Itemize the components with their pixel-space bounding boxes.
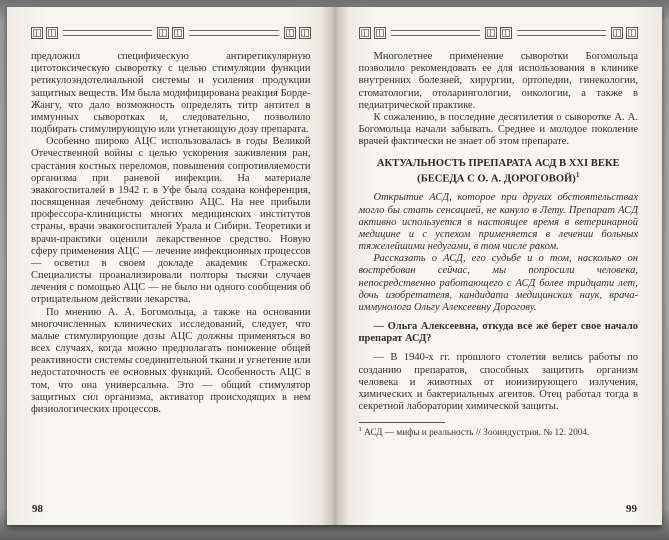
footnote-rule xyxy=(359,422,445,423)
footnote-text: АСД — мифы и реальность // Зооиндустрия. № 12. 2004. xyxy=(364,428,590,439)
footnote-text-line xyxy=(359,426,639,439)
knot-ornament-icon xyxy=(485,27,512,39)
footnote-mark: 1 xyxy=(358,426,362,434)
paragraph: К сожалению, в последние десятилетия о сыворотке А. А. Богомольца начали забывать. Среднее и молодое поколение врачей фактически не знает об этом препарате. xyxy=(358,111,638,148)
section-heading xyxy=(365,157,633,185)
header-ornament-left xyxy=(31,25,311,40)
interview-answer: — В 1940-х гг. прошлого столетия велись работы по созданию препаратов, способных защитить организм человека и животных от ионизирующего излучения, химических и бактериальных агентов. Отец работал тогда в секретной лаборатории химической защиты. xyxy=(358,352,638,413)
knot-ornament-icon xyxy=(157,27,184,39)
page-number-right: 99 xyxy=(626,503,637,516)
knot-ornament-icon xyxy=(611,27,638,39)
paragraph: По мнению А. А. Богомольца, а также на основании многочисленных клинических исследований, следует, что малые стимулирующие дозы АЦС должны применяться во всех случаях, когда можно предполагать понижение общей реактивности системы соединительной ткани и угнетение или недостаточность ее основных функций. Особенность АЦС в том, что она универсальна. Это — общий стимулятор защитных сил организма, активатор происходящих в нем физиологических процессов. xyxy=(31,306,311,415)
knot-ornament-icon xyxy=(31,27,58,39)
lede-paragraph: Рассказать о АСД, его судьбе и о том, насколько он востребован сейчас, мы попросили человека, непосредственно работающего с АСД более тридцати лет, дочь изобретателя, кандидата медицинских наук, врача-иммунолога Ольгу Алексеевну Дорогову. xyxy=(358,253,638,313)
ornament-rule xyxy=(517,30,606,36)
header-ornament-right xyxy=(359,25,639,40)
knot-ornament-icon xyxy=(359,27,386,39)
page-left xyxy=(7,7,335,525)
footnote-reference: 1 xyxy=(575,170,580,179)
page-right xyxy=(335,7,663,525)
lede-paragraph: Открытие АСД, которое при других обстоятельствах могло бы стать сенсацией, не кануло в Лету. Препарат АСД активно используется в настоящее время в ветеринарной медицине и с успехом применяется в лечении больных тяжелейшими недугами, в том числе раком. xyxy=(358,192,638,253)
ornament-rule xyxy=(189,30,278,36)
paragraph: Многолетнее применение сыворотки Богомольца позволило рекомендовать ее для использования в клинике внутренних болезней, хирургии, ортопедии, гинекологии, стоматологии, отоларингологии, онкологии, а также в педиатрической практике. xyxy=(358,51,638,111)
ornament-rule xyxy=(63,30,152,36)
page-number-left: 98 xyxy=(32,503,43,516)
heading-line: АКТУАЛЬНОСТЬ ПРЕПАРАТА АСД В XXI ВЕКЕ xyxy=(376,158,620,170)
ornament-rule xyxy=(391,30,480,36)
book-spread xyxy=(7,7,662,525)
knot-ornament-icon xyxy=(284,27,311,39)
interview-question: — Ольга Алексеевна, откуда все же берет свое начало препарат АСД? xyxy=(358,321,638,345)
paragraph: Особенно широко АЦС использовалась в годы Великой Отечественной войны с целью ускорения заживления ран, срастания костных переломов, повышения сопротивляемости организма при раневой инфекции. На материале эвакогоспиталей в 1942 г. в Уфе была создана конференция, посвященная лечебному действию АЦС. На нее прибыли профессора-клиницисты многих медицинских институтов страны, врачи эвакогоспиталей Урала и Сибири. Теоретики и врачи-практики оценили лекарственное средство. Новую сферу применения АЦС — лечение инфекционных процессов — осветил в своем докладе академик Стражеско. Специалисты проанализировали полторы тысячи случаев лечения с помощью АЦС — не было ни одного сообщения об отрицательном действии лекарства. xyxy=(31,136,311,306)
footnote xyxy=(359,422,639,439)
heading-line: (БЕСЕДА С О. А. ДОРОГОВОЙ) xyxy=(417,173,576,185)
paragraph: предложил специфическую антиретикулярную цитотоксическую сыворотку с целью стимуляции функции ретикулоэндотелиальной системы и усиления продукции защитных веществ. Им была модифицирована реакция Борде-Жангу, что дало возможность определять титр антител в иммунных сыворотках и, следовательно, позволило подбирать стимулирующую или угнетающую дозу препарата. xyxy=(31,51,311,136)
